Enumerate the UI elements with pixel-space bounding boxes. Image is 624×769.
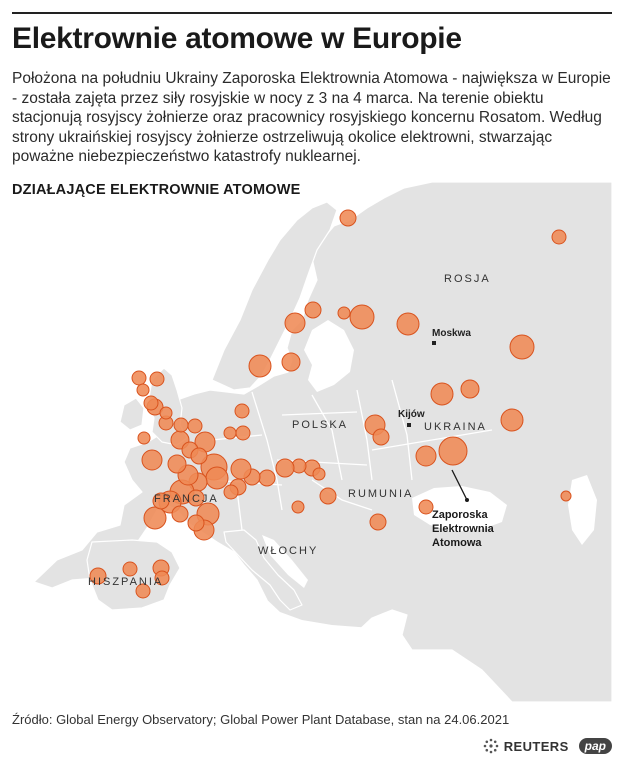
nuclear-plant-marker <box>144 396 158 410</box>
nuclear-plant-marker <box>340 210 356 226</box>
nuclear-plant-marker <box>501 409 523 431</box>
nuclear-plant-marker <box>373 429 389 445</box>
nuclear-plant-marker <box>259 470 275 486</box>
page-title: Elektrownie atomowe w Europie <box>12 22 462 55</box>
nuclear-plant-marker <box>224 485 238 499</box>
nuclear-plant-marker <box>370 514 386 530</box>
nuclear-plant-marker <box>174 418 188 432</box>
nuclear-plant-marker <box>419 500 433 514</box>
source-text: Źródło: Global Energy Observatory; Global Power Plant Database, stan na 24.06.2021 <box>12 712 510 727</box>
nuclear-plant-marker <box>305 302 321 318</box>
nuclear-plant-marker <box>188 515 204 531</box>
nuclear-plant-marker <box>350 305 374 329</box>
callout-leader-end <box>465 498 469 502</box>
reuters-wordmark: REUTERS <box>503 738 569 754</box>
country-label: ROSJA <box>444 273 491 285</box>
city-label-kijow: Kijów <box>398 409 425 420</box>
city-label-moskwa: Moskwa <box>432 328 471 339</box>
nuclear-plant-marker <box>206 467 228 489</box>
europe-map <box>12 180 612 702</box>
nuclear-plant-marker <box>276 459 294 477</box>
top-rule <box>12 12 612 14</box>
nuclear-plant-marker <box>338 307 350 319</box>
nuclear-plant-marker <box>313 468 325 480</box>
country-label: HISZPANIA <box>88 576 164 588</box>
nuclear-plant-marker <box>236 426 250 440</box>
nuclear-plant-marker <box>132 371 146 385</box>
nuclear-plant-marker <box>249 355 271 377</box>
nuclear-plant-marker <box>416 446 436 466</box>
callout-line: Zaporoska <box>432 509 488 521</box>
reuters-logo <box>483 738 569 754</box>
nuclear-plant-marker <box>150 372 164 386</box>
callout-line: Atomowa <box>432 537 482 549</box>
nuclear-plant-marker <box>224 427 236 439</box>
nuclear-plant-marker <box>144 507 166 529</box>
nuclear-plant-marker <box>561 491 571 501</box>
reuters-dots-icon <box>483 738 499 754</box>
nuclear-plant-marker <box>292 501 304 513</box>
pap-logo: pap <box>579 738 612 754</box>
callout-line: Elektrownia <box>432 523 494 535</box>
country-label: WŁOCHY <box>258 545 319 557</box>
logos <box>483 738 612 754</box>
nuclear-plant-marker <box>123 562 137 576</box>
land-ireland <box>120 398 144 430</box>
country-label: UKRAINA <box>424 421 487 433</box>
nuclear-plant-marker <box>191 448 207 464</box>
nuclear-plant-marker <box>439 437 467 465</box>
country-label: FRANCJA <box>154 493 219 505</box>
nuclear-plant-marker <box>431 383 453 405</box>
nuclear-plant-marker <box>137 384 149 396</box>
country-label: POLSKA <box>292 419 349 431</box>
nuclear-plant-marker <box>172 506 188 522</box>
nuclear-plant-marker <box>552 230 566 244</box>
nuclear-plant-marker <box>235 404 249 418</box>
nuclear-plant-marker <box>142 450 162 470</box>
nuclear-plant-marker <box>160 407 172 419</box>
nuclear-plant-marker <box>510 335 534 359</box>
nuclear-plant-marker <box>285 313 305 333</box>
intro-text: Położona na południu Ukrainy Zaporoska Elektrownia Atomowa - największa w Europie - została zajęta przez siły rosyjskie w nocy z 3 na 4 marca. Na terenie obiektu stacjonują rosyjscy żołnierze oraz pracownicy rosyjskiego koncernu Rosatom. Według strony ukraińskiej rosyjscy żołnierze ostrzeliwują okolice elektrowni, stwarzając poważne niebezpieczeństwo katastrofy nuklearnej. <box>12 70 611 165</box>
city-marker-moskwa <box>432 341 436 345</box>
nuclear-plant-marker <box>320 488 336 504</box>
nuclear-plant-marker <box>397 313 419 335</box>
city-marker-kijow <box>407 423 411 427</box>
nuclear-plant-marker <box>461 380 479 398</box>
nuclear-plant-marker <box>168 455 186 473</box>
nuclear-plant-marker <box>282 353 300 371</box>
nuclear-plant-marker <box>231 459 251 479</box>
country-label: RUMUNIA <box>348 488 414 500</box>
nuclear-plant-marker <box>188 419 202 433</box>
nuclear-plant-marker <box>138 432 150 444</box>
section-title: DZIAŁAJĄCE ELEKTROWNIE ATOMOWE <box>12 182 301 198</box>
